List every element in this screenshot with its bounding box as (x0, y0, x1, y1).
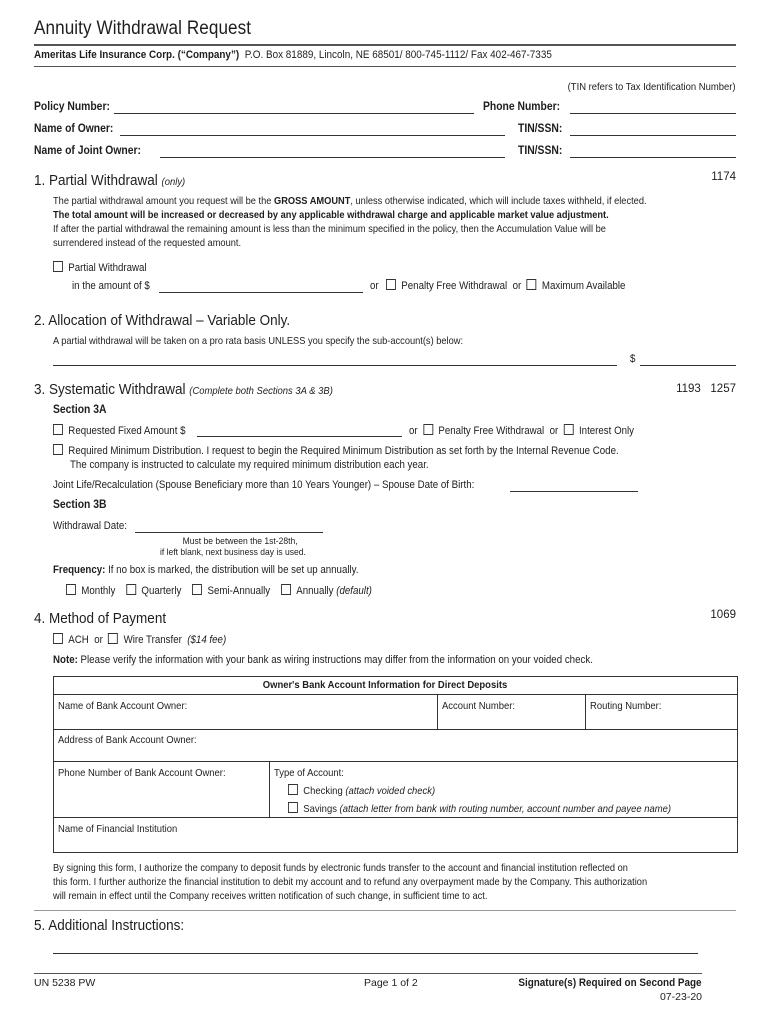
account-type-label: Type of Account: (274, 767, 344, 779)
withdrawal-date-field[interactable] (135, 532, 323, 533)
joint-owner-field[interactable] (160, 157, 505, 158)
bank-col-divider-1 (437, 694, 438, 729)
bank-row-rule-2 (53, 761, 737, 762)
maximum-available-checkbox[interactable] (527, 279, 537, 290)
company-contact: P.O. Box 81889, Lincoln, NE 68501/ 800-745-1112/ Fax 402-467-7335 (244, 49, 552, 61)
section3-or-options: or Penalty Free Withdrawal or Interest Only (409, 425, 635, 437)
partial-withdrawal-option[interactable]: Partial Withdrawal (53, 261, 147, 274)
phone-number-label: Phone Number: (483, 101, 561, 113)
routing-number-label: Routing Number: (590, 700, 662, 712)
section4-title: 4. Method of Payment (34, 610, 167, 627)
payment-note: Note: Please verify the information with your bank as wiring instructions may differ from the information on your voided check. (53, 654, 593, 666)
interest-only-checkbox[interactable] (564, 424, 574, 435)
form-id: UN 5238 PW (34, 977, 96, 989)
sys-penalty-free-checkbox[interactable] (423, 424, 433, 435)
bank-row-rule-1 (53, 729, 737, 730)
form-date: 07-23-20 (659, 991, 702, 1003)
spouse-dob-field[interactable] (510, 491, 638, 492)
ach-checkbox[interactable] (53, 633, 63, 644)
bank-phone-label: Phone Number of Bank Account Owner: (58, 767, 226, 779)
section1-text: The partial withdrawal amount you request will be the GROSS AMOUNT, unless otherwise indicated, which will include taxes withheld, if elected. The total amount will be increased or decreased by any applicable withdrawal charge and applicable market value adjustment. If after the partial withdrawal the remaining amount is less than the minimum specified in the policy, then the Accumulation Value will be surrendered instead of the requested amount. (53, 196, 647, 249)
payment-method-options: ACH or Wire Transfer ($14 fee) (53, 633, 226, 646)
section4-bottom-rule (34, 910, 736, 911)
sub-account-field[interactable] (53, 365, 617, 366)
section3b-heading: Section 3B (53, 499, 107, 511)
section3a-heading: Section 3A (53, 404, 107, 416)
semi-annually-checkbox[interactable] (192, 584, 202, 595)
or-label-1: or (370, 280, 379, 292)
bank-address-label: Address of Bank Account Owner: (58, 734, 197, 746)
section4-code: 1069 (710, 609, 736, 621)
footer-rule (34, 973, 702, 974)
fixed-amount-field[interactable] (197, 436, 402, 437)
form-page (34, 0, 736, 1024)
rmd-line2: The company is instructed to calculate my required minimum distribution each year. (70, 459, 429, 471)
section3-codes: 1193 1257 (676, 383, 736, 395)
savings-option[interactable]: Savings (attach letter from bank with routing number, account number and payee name) (288, 802, 671, 815)
phone-number-field[interactable] (570, 113, 736, 114)
owner-tin-field[interactable] (570, 135, 736, 136)
bank-table-header: Owner's Bank Account Information for Direct Deposits (262, 679, 508, 691)
withdrawal-date-note: Must be between the 1st-28th, if left blank, next business day is used. (160, 536, 306, 558)
financial-institution-label: Name of Financial Institution (58, 823, 178, 835)
rmd-checkbox[interactable] (53, 444, 63, 455)
bank-table-header-rule (53, 694, 737, 695)
frequency-text: Frequency: If no box is marked, the distribution will be set up annually. (53, 564, 359, 576)
title-rule (34, 44, 736, 46)
additional-instructions-field[interactable] (53, 953, 698, 954)
section3-title: 3. Systematic Withdrawal (Complete both Sections 3A & 3B) (34, 381, 333, 398)
bank-owner-label: Name of Bank Account Owner: (58, 700, 188, 712)
company-info (34, 49, 552, 61)
policy-number-field[interactable] (114, 113, 474, 114)
joint-owner-label: Name of Joint Owner: (34, 145, 141, 157)
withdrawal-date-label: Withdrawal Date: (53, 520, 127, 532)
fixed-amount-checkbox[interactable] (53, 424, 63, 435)
checking-checkbox[interactable] (288, 784, 298, 795)
page-number: Page 1 of 2 (364, 977, 418, 989)
penalty-free-checkbox[interactable] (386, 279, 396, 290)
bank-row-rule-3 (53, 817, 737, 818)
section1-qualifier: (only) (161, 176, 186, 188)
section3-qualifier: (Complete both Sections 3A & 3B) (189, 385, 333, 397)
amount-field[interactable] (159, 292, 363, 293)
sub-account-amount-field[interactable] (640, 365, 736, 366)
header-rule (34, 66, 736, 67)
rmd-option[interactable]: Required Minimum Distribution. I request to begin the Required Minimum Distribution as set forth by the Internal Revenue Code. (53, 444, 619, 457)
section1-title: 1. Partial Withdrawal (only) (34, 172, 186, 189)
annually-checkbox[interactable] (281, 584, 291, 595)
bank-col-divider-2 (585, 694, 586, 729)
wire-transfer-checkbox[interactable] (108, 633, 118, 644)
owner-name-label: Name of Owner: (34, 123, 114, 135)
maximum-available-label: Maximum Available (541, 280, 626, 292)
savings-checkbox[interactable] (288, 802, 298, 813)
section2-text: A partial withdrawal will be taken on a pro rata basis UNLESS you specify the sub-account(s) below: (53, 336, 464, 347)
form-title: Annuity Withdrawal Request (34, 18, 252, 39)
quarterly-checkbox[interactable] (126, 584, 136, 595)
joint-life-label: Joint Life/Recalculation (Spouse Beneficiary more than 10 Years Younger) – Spouse Date of Birth: (53, 479, 475, 491)
owner-name-field[interactable] (120, 135, 505, 136)
owner-tin-label: TIN/SSN: (518, 123, 563, 135)
section2-title: 2. Allocation of Withdrawal – Variable Only. (34, 312, 291, 329)
joint-tin-label: TIN/SSN: (518, 145, 563, 157)
policy-number-label: Policy Number: (34, 101, 110, 113)
company-name: Ameritas Life Insurance Corp. (“Company”) (34, 49, 240, 61)
section1-code: 1174 (711, 171, 736, 183)
signature-note: Signature(s) Required on Second Page (518, 977, 702, 989)
penalty-free-option[interactable]: Penalty Free Withdrawal or Maximum Available (386, 279, 625, 292)
tin-note: (TIN refers to Tax Identification Number) (568, 81, 736, 93)
authorization-text: By signing this form, I authorize the company to deposit funds by electronic funds transfer to the account and financial institution reflected on this form. I further authorize the financial institution to debit my account and to refund any overpayment made by the Company. This authorization will remain in effect until the Company receives written notification of such change, in sufficient time to act. (53, 863, 648, 902)
checking-option[interactable]: Checking (attach voided check) (288, 784, 435, 797)
section5-title: 5. Additional Instructions: (34, 917, 185, 934)
joint-tin-field[interactable] (570, 157, 736, 158)
fixed-amount-option[interactable]: Requested Fixed Amount $ (53, 424, 186, 437)
sub-account-dollar: $ (630, 353, 636, 365)
monthly-checkbox[interactable] (66, 584, 76, 595)
bank-col-divider-3 (269, 761, 270, 817)
amount-label: in the amount of $ (72, 280, 150, 292)
partial-withdrawal-checkbox[interactable] (53, 261, 63, 272)
frequency-options: Monthly Quarterly Semi-Annually Annually (default) (66, 584, 372, 597)
account-number-label: Account Number: (442, 700, 516, 712)
